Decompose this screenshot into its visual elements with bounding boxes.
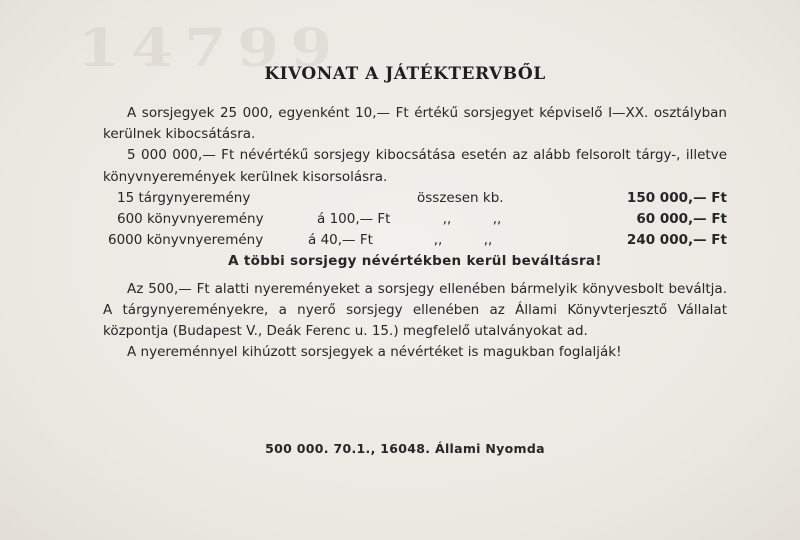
prize-unit — [317, 188, 417, 209]
prize-row — [103, 188, 727, 209]
ghost-serial-number: 14799 — [78, 18, 344, 79]
prize-unit: á 40,— Ft — [308, 232, 373, 249]
prize-ditto: ,, — [433, 232, 443, 249]
document-body — [103, 103, 727, 363]
prize-row — [103, 209, 727, 230]
emphasis-note: A többi sorsjegy névértékben kerül beváltásra! — [228, 253, 602, 270]
prize-total: 240 000,— Ft — [626, 232, 727, 249]
prize-ditto: ,, — [483, 232, 493, 249]
prize-unit: á 100,— Ft — [317, 211, 391, 227]
paragraph-issue: A sorsjegyek 25 000, egyenként 10,— Ft értékű sorsjegyet képviselő I—XX. osztályban kerülnek kibocsátásra. — [103, 105, 727, 143]
printer-imprint: 500 000. 70.1., 16048. Állami Nyomda — [265, 441, 545, 456]
prize-total: 60 000,— Ft — [636, 211, 727, 227]
paragraph-prizes-intro: 5 000 000,— Ft névértékű sorsjegy kibocsátása esetén az alább felsorolt tárgy-, illetve könyvnyeremények kerülnek kisorsolásra. — [103, 147, 727, 185]
paragraph-redemption: Az 500,— Ft alatti nyereményeket a sorsjegy ellenében bármelyik könyvesbolt beváltja. A tárgynyereményekre, a nyerő sorsjegy ellenében az Állami Könyvterjesztő Vállalat központja (Budapest V., Deák Ferenc u. 15.) megfelelő utalványokat ad. — [103, 280, 727, 339]
paragraph-face-value: A nyereménnyel kihúzott sorsjegyek a névértéket is magukban foglalják! — [127, 344, 622, 361]
prize-ditto: ,, — [442, 211, 452, 227]
prize-ditto: ,, — [492, 211, 502, 227]
prize-label: összesen kb. — [417, 189, 504, 206]
prize-name: 600 könyvnyeremény — [117, 211, 264, 227]
prize-row — [103, 230, 727, 251]
prize-table — [103, 188, 727, 252]
prize-total: 150 000,— Ft — [626, 189, 727, 206]
prize-name: 15 tárgynyeremény — [117, 189, 251, 206]
document-title: KIVONAT A JÁTÉKTERVBŐL — [264, 64, 546, 84]
prize-name: 6000 könyvnyeremény — [108, 232, 264, 249]
